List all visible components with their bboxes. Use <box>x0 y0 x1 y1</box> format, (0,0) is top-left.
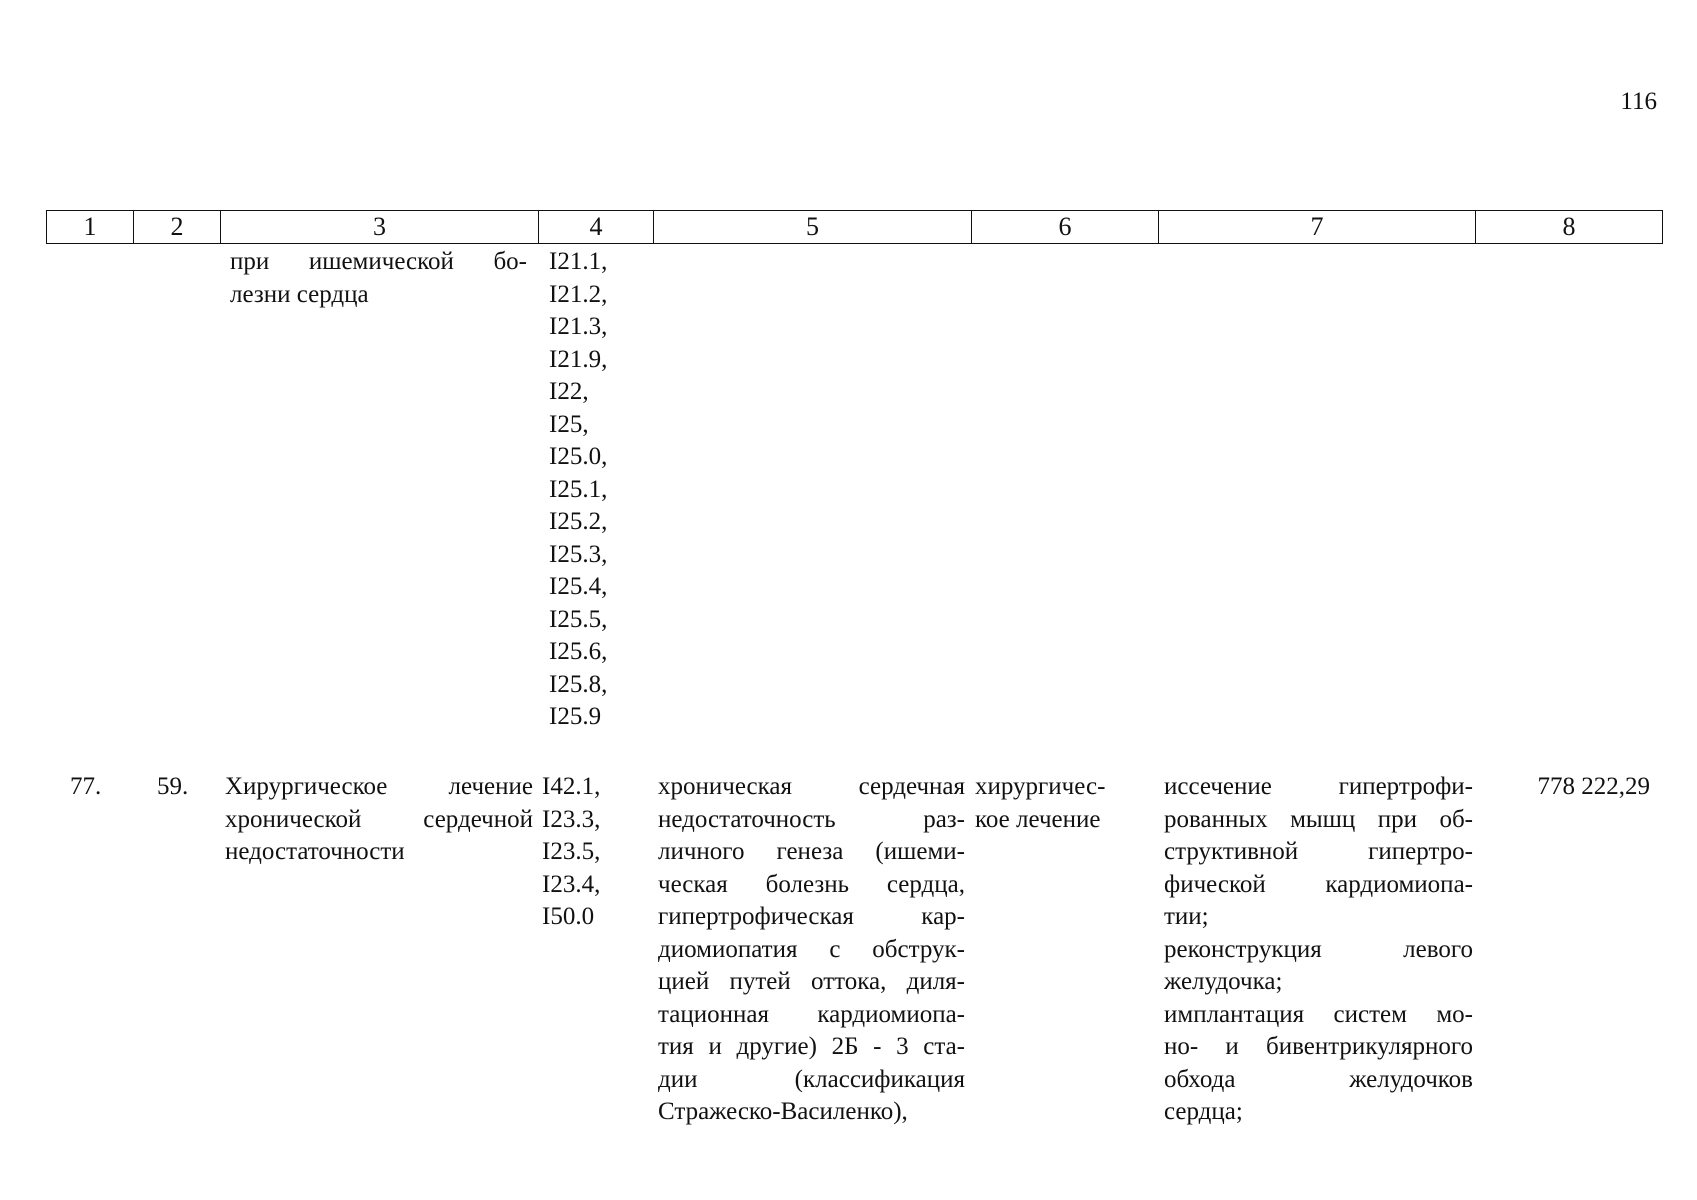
icd-code: I23.3, <box>542 805 601 833</box>
header-col-4: 4 <box>539 211 654 243</box>
header-col-8: 8 <box>1562 212 1576 241</box>
patient-model-line: диомиопатия с обструк- <box>658 935 965 963</box>
patient-model-line: дии (классификация <box>658 1065 965 1093</box>
header-col-1: 1 <box>47 211 134 243</box>
treatment-type-line: хирургичес- <box>975 773 1106 800</box>
treatment-method-line: реконструкция левого <box>1164 935 1473 963</box>
row-number: 77. <box>70 773 102 800</box>
icd-code: I25.3, <box>549 540 608 568</box>
header-col-5: 5 <box>654 211 972 243</box>
treatment-cost: 778 222,29 <box>1537 773 1650 800</box>
patient-model-line: личного генеза (ишеми- <box>658 838 965 865</box>
icd-code: I23.4, <box>542 870 601 898</box>
treatment-name-line: Хирургическое лечение <box>225 773 533 800</box>
patient-model-line: тационная кардиомиопа- <box>658 1000 965 1028</box>
icd-code: I25.9 <box>549 703 602 730</box>
icd-code: I21.1, <box>549 248 608 275</box>
icd-code: I25.6, <box>549 638 608 665</box>
treatment-type <box>975 771 1125 836</box>
treatment-methods <box>1164 771 1473 1129</box>
icd-code: I25.5, <box>549 605 608 633</box>
icd-code: I25.2, <box>549 508 608 535</box>
continuation-col3-line: лезни сердца <box>230 280 369 308</box>
icd-code: I22, <box>549 378 589 405</box>
icd-code: I23.5, <box>542 838 601 865</box>
icd-code: I25.8, <box>549 670 608 698</box>
treatment-method-line: тии; <box>1164 903 1209 930</box>
treatment-method-line: желудочка; <box>1164 968 1283 995</box>
patient-model-line: цией путей оттока, диля- <box>658 968 965 995</box>
treatment-type-line: кое лечение <box>975 805 1101 833</box>
patient-model-line: недостаточность раз- <box>658 805 965 833</box>
header-col-6: 6 <box>972 211 1159 243</box>
icd-code: I21.2, <box>549 280 608 308</box>
treatment-method-line: но- и бивентрикулярного <box>1164 1033 1473 1060</box>
continuation-col3-line: при ишемической бо- <box>230 248 527 275</box>
icd-code: I21.3, <box>549 313 608 340</box>
icd-code: I25, <box>549 410 589 438</box>
treatment-name-line: недостаточности <box>225 838 405 865</box>
icd-code: I25.4, <box>549 573 608 600</box>
continuation-col4-codes <box>549 246 659 734</box>
icd-code: I21.9, <box>549 345 608 373</box>
table-header-row <box>46 210 1663 244</box>
continuation-col3 <box>230 246 527 311</box>
patient-model-line: Стражеско-Василенко), <box>658 1098 908 1125</box>
treatment-method-line: обхода желудочков <box>1164 1065 1473 1093</box>
patient-model-line: гипертрофическая кар- <box>658 903 965 930</box>
treatment-method-line: сердца; <box>1164 1098 1243 1125</box>
treatment-method-line: фической кардиомиопа- <box>1164 870 1473 898</box>
row77-codes <box>542 771 652 934</box>
patient-model <box>658 771 965 1129</box>
header-col-2: 2 <box>134 211 221 243</box>
treatment-method-line: структивной гипертро- <box>1164 838 1473 865</box>
header-col-3: 3 <box>221 211 539 243</box>
treatment-method-line: рованных мышц при об- <box>1164 805 1473 833</box>
treatment-name-line: хронической сердечной <box>225 805 533 833</box>
treatment-method-line: имплантация систем мо- <box>1164 1000 1473 1028</box>
patient-model-line: хроническая сердечная <box>658 773 965 800</box>
icd-code: I25.1, <box>549 475 608 503</box>
icd-code: I42.1, <box>542 773 601 800</box>
page-number: 116 <box>1620 88 1657 115</box>
patient-model-line: ческая болезнь сердца, <box>658 870 965 898</box>
icd-code: I25.0, <box>549 443 608 470</box>
header-col-7: 7 <box>1159 211 1476 243</box>
patient-model-line: тия и другие) 2Б - 3 ста- <box>658 1033 965 1060</box>
treatment-method-line: иссечение гипертрофи- <box>1164 773 1473 800</box>
icd-code: I50.0 <box>542 903 595 930</box>
group-number: 59. <box>157 773 189 800</box>
treatment-name <box>225 771 533 869</box>
